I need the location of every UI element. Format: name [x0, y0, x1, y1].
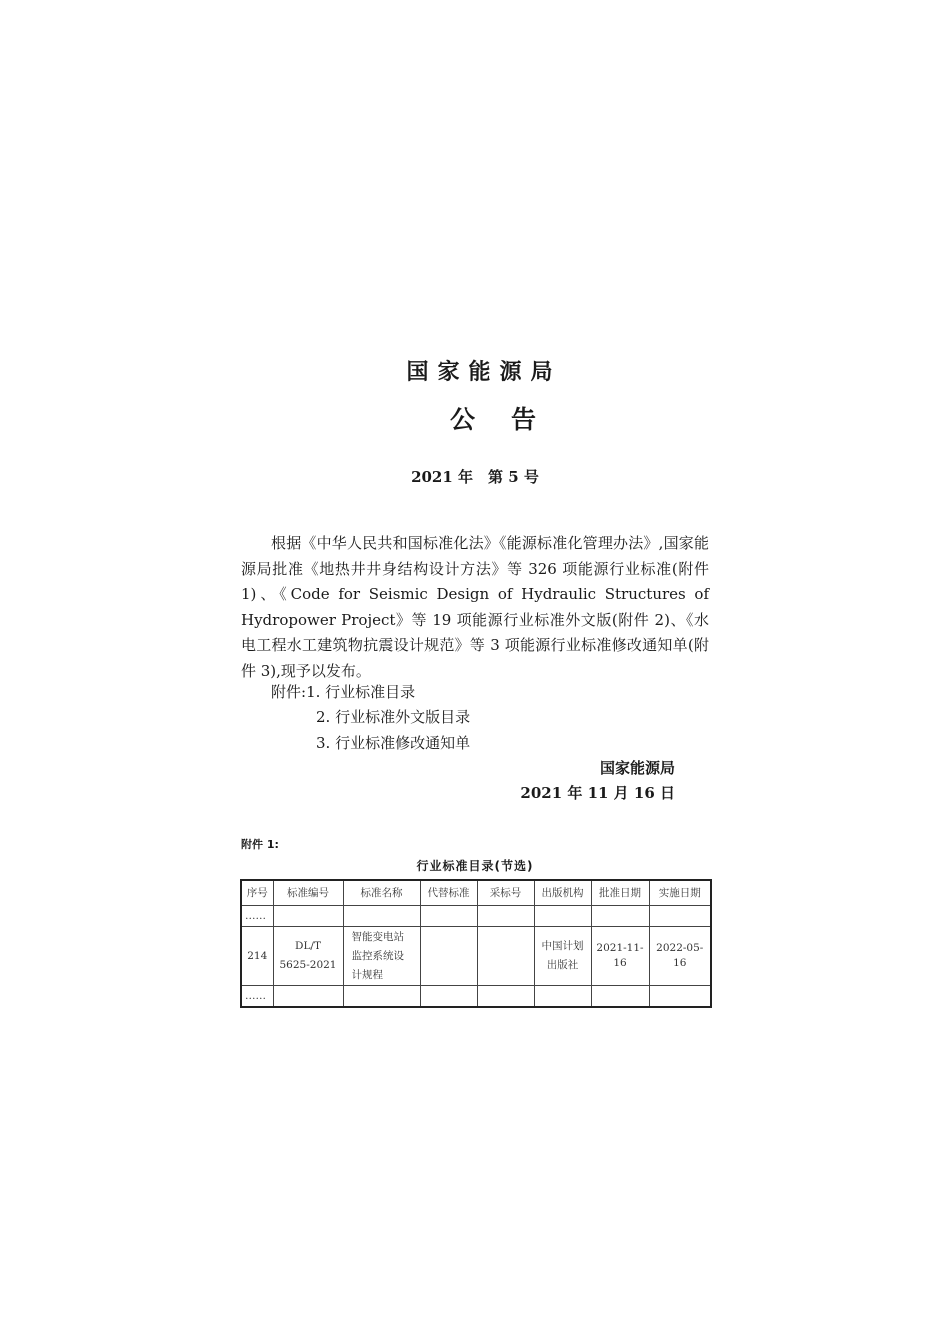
- attachments-prefix: 附件:: [271, 683, 307, 701]
- cell-effective: 2022-05-16: [649, 927, 711, 986]
- table-row-ellipsis-top: [241, 906, 711, 927]
- announcement-paragraph: 根据《中华人民共和国标准化法》《能源标准化管理办法》,国家能源局批准《地热井井身结构设计方法》等 326 项能源行业标准(附件 1)、《Code for Seismic Design of Hydraulic Structures of Hydropower Project》等 19 项能源行业标准外文版(附件 2)、《水电工程水工建筑物抗震设计规范》等 3 项能源行业标准修改通知单(附件 3),现予以发布。: [241, 534, 709, 680]
- column-header: 标准编号: [273, 880, 343, 906]
- cell-publisher-line: 中国计划: [541, 940, 584, 952]
- table-row: [241, 927, 711, 986]
- cell-code-line: 5625-2021: [279, 959, 337, 971]
- standards-table-title: 行业标准目录(节选): [416, 859, 534, 873]
- cell-code: [273, 927, 343, 986]
- signature-date: 2021 年 11 月 16 日: [520, 784, 675, 802]
- cell-publisher-line: 出版社: [546, 959, 579, 971]
- cell-no: 214: [241, 927, 273, 986]
- attachment-item-2: 2. 行业标准外文版目录: [316, 708, 471, 726]
- attachment-1-label: 附件 1:: [241, 838, 279, 851]
- cell-approved: 2021-11-16: [591, 927, 649, 986]
- column-header: 批准日期: [591, 880, 649, 906]
- attachment-item-1: 1. 行业标准目录: [306, 683, 416, 701]
- standards-table: [240, 879, 712, 1008]
- issue-number: 2021 年 第 5 号: [411, 468, 539, 486]
- attachment-list-first: [271, 680, 415, 705]
- table-row-ellipsis-bottom: [241, 986, 711, 1008]
- column-header: 采标号: [477, 880, 534, 906]
- cell-code-line: DL/T: [295, 940, 321, 952]
- column-header: 代替标准: [420, 880, 477, 906]
- column-header: 实施日期: [649, 880, 711, 906]
- issuing-organization-title: 国家能源局: [406, 360, 562, 385]
- table-header-row: [241, 880, 711, 906]
- cell-name-line: 智能变电站: [351, 930, 404, 943]
- column-header: 序号: [241, 880, 273, 906]
- attachment-item-3: 3. 行业标准修改通知单: [316, 734, 471, 752]
- signature-organization: 国家能源局: [599, 759, 675, 777]
- cell-replaced: [420, 927, 477, 986]
- cell-name-line: 监控系统设: [351, 949, 404, 962]
- ellipsis-cell: ……: [241, 986, 273, 1008]
- cell-adopted: [477, 927, 534, 986]
- ellipsis-cell: ……: [241, 906, 273, 927]
- column-header: 出版机构: [534, 880, 591, 906]
- document-type-title: 公告: [449, 405, 572, 434]
- column-header: 标准名称: [343, 880, 420, 906]
- cell-name: [343, 927, 420, 986]
- cell-name-line: 计规程: [351, 968, 383, 981]
- cell-publisher: [534, 927, 591, 986]
